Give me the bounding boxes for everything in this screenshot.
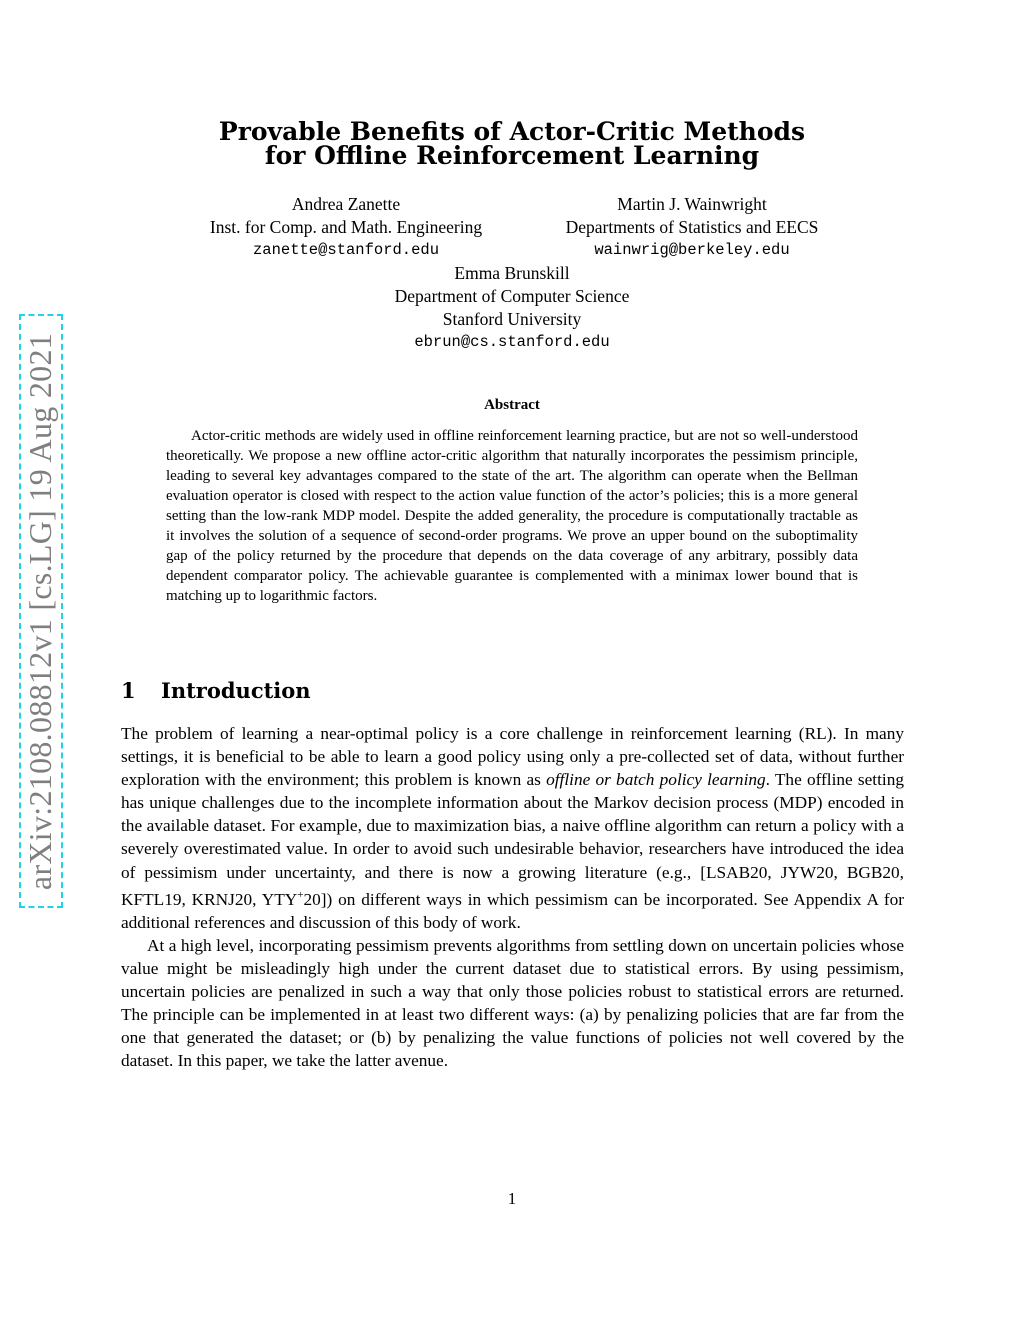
author-email: wainwrig@berkeley.edu [594, 241, 790, 259]
intro-p1-text-b: . The offline setting has unique challenges due to the incomplete information about the Markov decision process (MDP) encoded in the available dataset. For example, due to maximization bias, a naive offline algorithm can return a policy with a severely overestimated value. In order to avoid such undesirable behavior, researchers have introduced the idea of pessimism under uncertainty, and there is now a growing literature (e.g., [LSAB20, JYW20, BGB20, KFTL19, KRNJ20, YTY [121, 770, 904, 909]
author-block [537, 193, 847, 262]
introduction-body [121, 722, 904, 1072]
author-block [312, 262, 712, 354]
author-name: Martin J. Wainwright [617, 194, 767, 214]
author-affiliation: Inst. for Comp. and Math. Engineering [209, 217, 483, 237]
abstract-text: Actor-critic methods are widely used in offline reinforcement learning practice, but are not so well-understood theoretically. We propose a new offline actor-critic algorithm that naturally incorporates the pessimism principle, leading to several key advantages compared to the state of the art. The algorithm can operate when the Bellman evaluation operator is closed with respect to the action value function of the actor’s policies; this is a more general setting than the low-rank MDP model. Despite the added generality, the procedure is computationally tractable as it involves the solution of a sequence of second-order programs. We prove an upper bound on the suboptimality gap of the policy returned by the procedure that depends on the data coverage of any arbitrary, possibly data dependent comparator policy. The achievable guarantee is complemented with a minimax lower bound that is matching up to logarithmic factors. [166, 428, 858, 604]
author-name: Emma Brunskill [454, 263, 570, 283]
author-block [176, 193, 516, 262]
arxiv-identifier: arXiv:2108.08812v1 [cs.LG] 19 Aug 2021 [22, 332, 59, 890]
intro-p1-superscript: + [297, 888, 304, 901]
author-email: ebrun@cs.stanford.edu [414, 333, 610, 351]
paper-title-line-2: for Offline Reinforcement Learning [264, 141, 760, 170]
section-title: Introduction [161, 678, 311, 703]
author-name: Andrea Zanette [291, 194, 401, 214]
page-number: 1 [507, 1189, 517, 1208]
intro-paragraph-2: At a high level, incorporating pessimism prevents algorithms from settling down on uncertain policies whose value might be misleadingly high under the current dataset due to statistical errors. By using pessimism, uncertain policies are penalized in such a way that only those policies robust to statistical errors are returned. The principle can be implemented in at least two different ways: (a) by penalizing policies that are far from the one that generated the dataset; or (b) by penalizing the value functions of policies not well covered by the dataset. In this paper, we take the latter avenue. [121, 935, 904, 1071]
intro-p1-text-a: The problem of learning a near-optimal policy is a core challenge in reinforcement learning (RL). In many settings, it is beneficial to be able to learn a good policy using only a pre-collected set of data, without further exploration with the environment; this problem is known as [121, 724, 904, 790]
section-number: 1 [121, 678, 136, 703]
author-affiliation: Departments of Statistics and EECS [565, 217, 819, 237]
intro-p1-text-c: 20]) on different ways in which pessimism can be incorporated. See Appendix A for additional references and discussion of this body of work. [121, 889, 904, 932]
abstract-heading: Abstract [484, 397, 540, 413]
author-email: zanette@stanford.edu [252, 241, 440, 259]
author-affiliation-university: Stanford University [442, 309, 582, 329]
intro-paragraph-1 [121, 722, 904, 934]
author-affiliation: Department of Computer Science [394, 286, 630, 306]
intro-p1-emphasis: offline or batch policy learning [546, 770, 766, 790]
paper-title-line-1: Provable Benefits of Actor-Critic Methods [218, 117, 806, 146]
section-heading [121, 678, 311, 703]
